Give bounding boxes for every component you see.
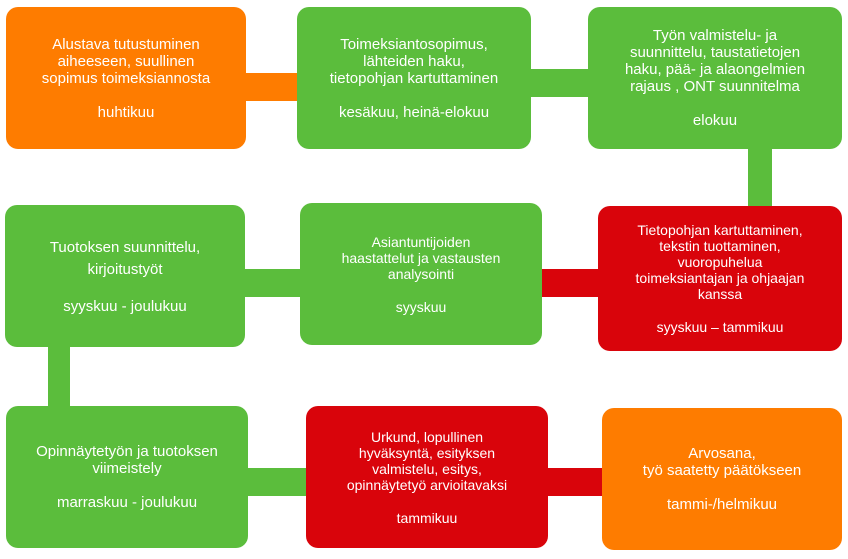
connector-step1-step2: [244, 73, 300, 101]
connector-step6-step7: [48, 345, 70, 407]
step-1-date: huhtikuu: [97, 103, 155, 121]
step-4-date: syyskuu – tammikuu: [656, 319, 784, 335]
step-9-text: Arvosana, työ saatetty päätökseen: [642, 445, 802, 479]
step-5-text: Asiantuntijoiden haastattelut ja vastausten analysointi: [341, 233, 501, 282]
step-3-date: elokuu: [692, 112, 738, 129]
step-2-date: kesäkuu, heinä-elokuu: [338, 103, 490, 121]
connector-step7-step8: [246, 468, 308, 496]
step-4-knowledge-base: [598, 206, 842, 351]
connector-step3-step4: [748, 147, 772, 209]
step-9-grade: [602, 408, 842, 550]
step-6-date: syyskuu - joulukuu: [63, 298, 187, 315]
step-6-text: Tuotoksen suunnittelu, kirjoitustyöt: [49, 239, 201, 278]
step-3-text: Työn valmistelu- ja suunnittelu, taustatietojen haku, pää- ja alaongelmien rajaus , ONT suunnitelma: [624, 27, 806, 95]
step-8-approval-presentation: [306, 406, 548, 548]
step-5-expert-interviews: [300, 203, 542, 345]
step-1-text: Alustava tutustuminen aiheeseen, suullinen sopimus toimeksiannosta: [41, 35, 211, 87]
connector-step2-step3: [529, 69, 591, 97]
step-6-output-planning: [5, 205, 245, 347]
step-1-initial-agreement: [6, 7, 246, 149]
step-2-text: Toimeksiantosopimus, lähteiden haku, tietopohjan kartuttaminen: [329, 35, 499, 87]
step-5-date: syyskuu: [395, 298, 447, 315]
step-7-finalization: [6, 406, 248, 548]
connector-step4-step5: [540, 269, 602, 297]
step-8-text: Urkund, lopullinen hyväksyntä, esityksen valmistelu, esitys, opinnäytetyö arvioitavaksi: [346, 428, 508, 493]
step-7-text: Opinnäytetyön ja tuotoksen viimeistely: [36, 443, 218, 477]
connector-step8-step9: [546, 468, 604, 496]
step-3-preparation-planning: [588, 7, 842, 149]
step-4-text: Tietopohjan kartuttaminen, tekstin tuottaminen, vuoropuhelua toimeksiantajan ja ohjaajan kanssa: [635, 222, 805, 302]
step-7-date: marraskuu - joulukuu: [56, 494, 198, 511]
connector-step5-step6: [244, 269, 304, 297]
step-8-date: tammikuu: [396, 509, 458, 526]
step-9-date: tammi-/helmikuu: [666, 496, 778, 513]
step-2-commission-contract: [297, 7, 531, 149]
